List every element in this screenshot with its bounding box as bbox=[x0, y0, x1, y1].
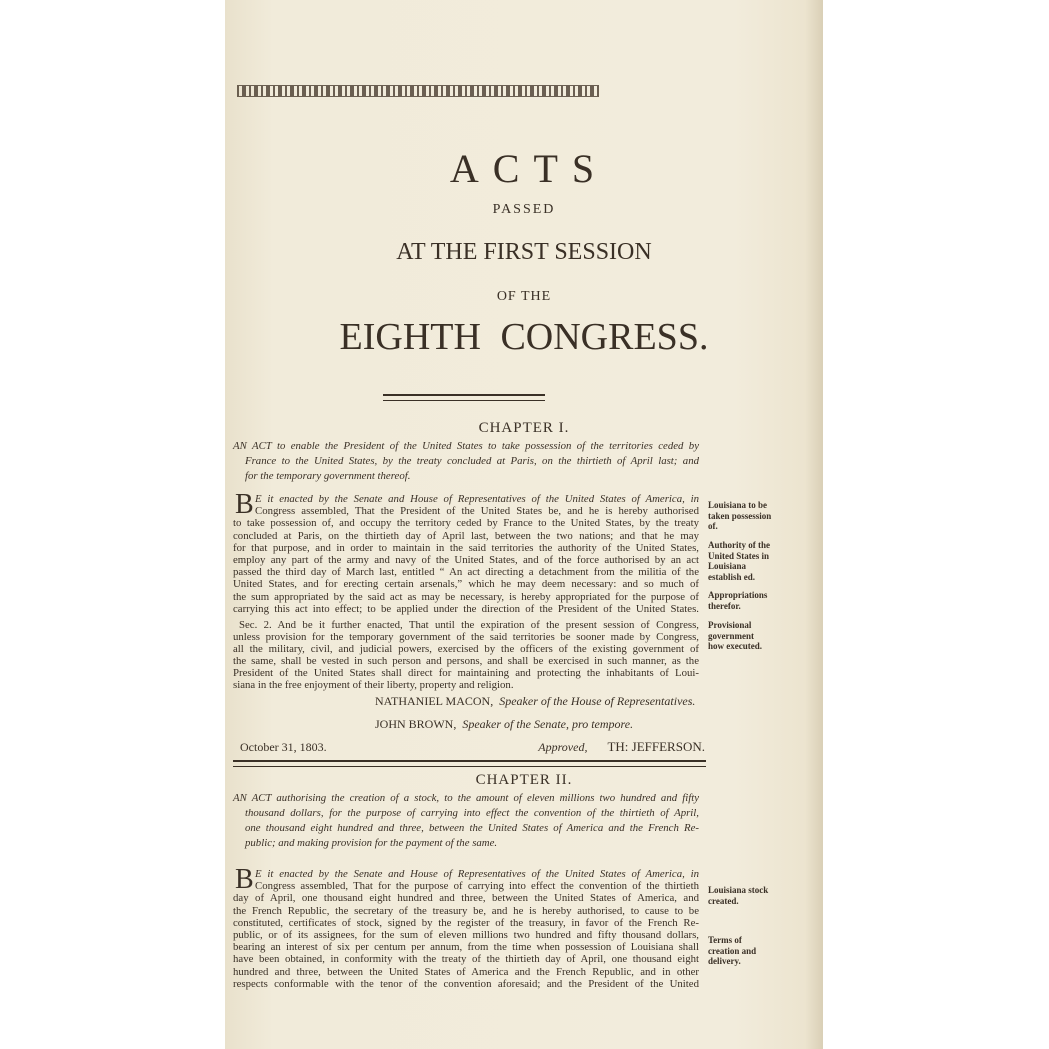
section-2-line: all the military, civil, and judicial powers, exercised by the officers of the existing government of bbox=[233, 643, 699, 655]
decorative-ornament-border bbox=[237, 85, 599, 97]
body-line: respects conformable with the tenor of the convention aforesaid; and the President of the United bbox=[233, 977, 699, 990]
margin-note: Provisional government how executed. bbox=[708, 620, 762, 651]
section-2-line: unless provision for the temporary government of the said territories be sooner made by Congress, bbox=[233, 631, 699, 643]
body-line: for that purpose, and in order to maintain in the said territories the authority of the United States, bbox=[233, 541, 699, 554]
title-congress: EIGHTH CONGRESS. bbox=[339, 316, 709, 358]
act-title-line: for the temporary government thereof. bbox=[245, 470, 411, 482]
divider-rule bbox=[383, 394, 545, 401]
act-title-line: France to the United States, by the treaty concluded at Paris, on the thirtieth of April last; and bbox=[245, 455, 699, 467]
margin-note: Appropriations therefor. bbox=[708, 590, 768, 611]
chapter-2-heading: CHAPTER II. bbox=[475, 772, 573, 788]
body-line: the French Republic, the secretary of the treasury be, and he is hereby authorised, to cause to be bbox=[233, 904, 699, 917]
body-line: Congress assembled, That for the purpose of carrying into effect the convention of the thirtieth bbox=[255, 880, 699, 893]
section-2-line: siana in the free enjoyment of their liberty, property and religion. bbox=[233, 679, 514, 691]
title-session: AT THE FIRST SESSION bbox=[396, 239, 652, 265]
act-title-line: thousand dollars, for the purpose of carrying into effect the convention of the thirtieth of April, bbox=[245, 807, 699, 819]
section-2-line: the same, shall be vested in such person and persons, and shall be exercised in such manner, as the bbox=[233, 655, 699, 667]
divider-rule bbox=[233, 760, 706, 767]
signature-row-house bbox=[375, 694, 695, 708]
body-line: the sum appropriated by the said act as may be necessary, is hereby appropriated for the purpose of bbox=[233, 590, 699, 603]
approval-row bbox=[240, 740, 705, 754]
body-line: have been obtained, in conformity with the treaty of the thirtieth day of April, one thousand eight bbox=[233, 953, 699, 966]
drop-cap: B bbox=[235, 864, 254, 895]
body-line: day of April, one thousand eight hundred and three, between the United States of America, and bbox=[233, 892, 699, 905]
body-line: E it enacted by the Senate and House of Representatives of the United States of America, in bbox=[255, 493, 699, 505]
section-2-line: President of the United States shall direct for maintaining and protecting the inhabitants of Loui- bbox=[233, 667, 699, 679]
signature-row-senate bbox=[375, 717, 633, 731]
title-acts: ACTS bbox=[449, 146, 609, 191]
act-title-line: AN ACT to enable the President of the United States to take possession of the territories ceded by bbox=[233, 440, 699, 452]
signature-title: Speaker of the House of Representatives. bbox=[499, 694, 696, 708]
signature-name: JOHN BROWN, bbox=[375, 717, 457, 731]
act-title-line: public; and making provision for the payment of the same. bbox=[245, 837, 498, 849]
title-passed: PASSED bbox=[492, 202, 556, 217]
signature-title: Speaker of the Senate, pro tempore. bbox=[462, 717, 634, 731]
body-line: to take possession of, and occupy the territory ceded by France to the United States, by the treaty bbox=[233, 517, 699, 530]
body-line: passed the third day of March last, entitled “ An act directing a detachment from the militia of the bbox=[233, 566, 699, 579]
body-line: hundred and three, between the United States of America and the French Republic, and in other bbox=[233, 965, 699, 978]
act-title-line: AN ACT authorising the creation of a stock, to the amount of eleven millions two hundred and fifty bbox=[233, 792, 699, 804]
body-line: concluded at Paris, on the thirtieth day of April last, between the two nations; and that he may bbox=[233, 529, 699, 542]
body-line: United States, and for erecting certain arsenals,” which he may deem necessary: and so much of bbox=[233, 578, 699, 591]
title-of-the: OF THE bbox=[496, 289, 552, 304]
body-line: Congress assembled, That the President of the United States be, and he is hereby authorised bbox=[255, 505, 699, 518]
drop-cap: B bbox=[235, 489, 254, 520]
body-line: public, or of its assignees, for the sum of eleven millions two hundred and fifty thousand dollars, bbox=[233, 929, 699, 941]
approved-label: Approved, bbox=[538, 740, 588, 754]
date: October 31, 1803. bbox=[240, 740, 327, 754]
body-line: employ any part of the army and navy of the United States, and of the force authorised by an act bbox=[233, 554, 699, 566]
chapter-1-heading: CHAPTER I. bbox=[478, 420, 570, 436]
section-2-line: Sec. 2. And be it further enacted, That until the expiration of the present session of Congress, bbox=[239, 619, 699, 631]
margin-note: Louisiana to be taken possession of. bbox=[708, 500, 772, 531]
margin-note: Authority of the United States in Louisiana establish ed. bbox=[708, 540, 770, 582]
document-page bbox=[225, 0, 823, 1049]
act-title-line: one thousand eight hundred and three, between the United States of America and the French Re- bbox=[245, 822, 699, 834]
president-signature: TH: JEFFERSON. bbox=[607, 739, 705, 754]
body-line: bearing an interest of six per centum per annum, from the time when possession of Louisiana shall bbox=[233, 941, 699, 954]
body-line: E it enacted by the Senate and House of Representatives of the United States of America, in bbox=[255, 868, 699, 880]
body-line: constituted, certificates of stock, signed by the register of the treasury, in favor of the French Re- bbox=[233, 916, 699, 929]
margin-note: Terms of creation and delivery. bbox=[708, 935, 757, 966]
margin-note: Louisiana stock created. bbox=[708, 885, 769, 906]
signature-name: NATHANIEL MACON, bbox=[375, 694, 494, 708]
body-line: carrying this act into effect; to be applied under the direction of the President of the United States. bbox=[233, 602, 699, 615]
